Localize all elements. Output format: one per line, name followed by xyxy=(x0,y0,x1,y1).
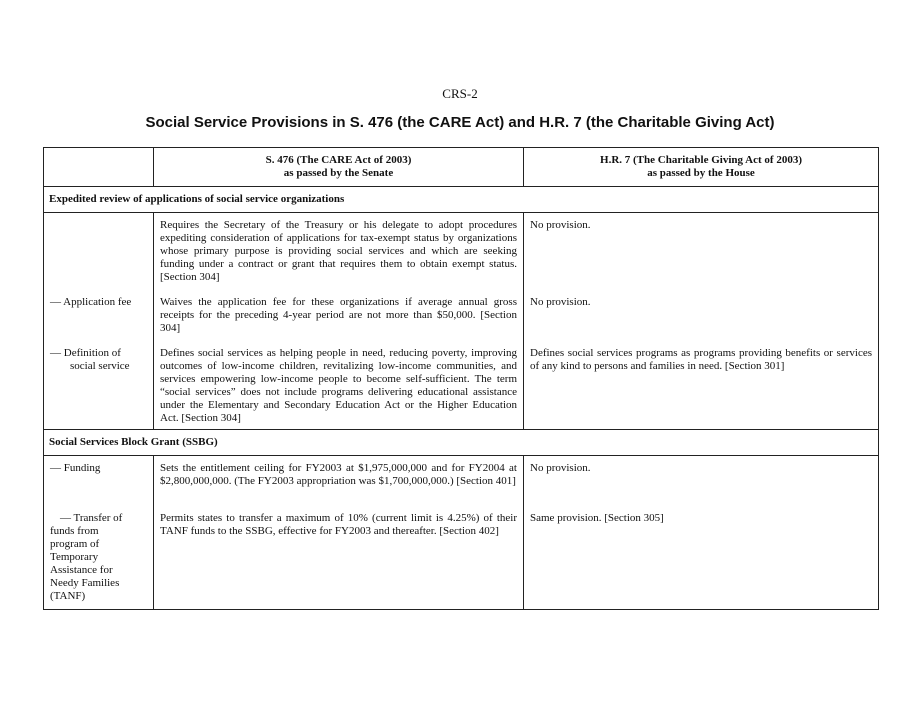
house-provision: No provision. xyxy=(524,290,879,341)
header-senate-subtitle: as passed by the Senate xyxy=(283,167,394,179)
row-label-line: — Transfer of xyxy=(60,512,123,524)
section-heading-expedited-review: Expedited review of applications of social service organizations xyxy=(44,187,879,213)
house-provision: Same provision. [Section 305] xyxy=(524,506,879,610)
header-house-subtitle: as passed by the House xyxy=(647,167,755,179)
header-house-col xyxy=(524,148,879,187)
section-heading-ssbg: Social Services Block Grant (SSBG) xyxy=(44,429,879,455)
house-provision: No provision. xyxy=(524,213,879,290)
row-label-line: social service xyxy=(70,359,130,372)
header-label-col xyxy=(44,148,154,187)
row-label xyxy=(44,506,154,610)
house-provision: No provision. xyxy=(524,455,879,506)
house-provision: Defines social services programs as programs providing benefits or services of any kind to persons and families in need. [Section 301] xyxy=(524,341,879,430)
senate-provision: Defines social services as helping people in need, reducing poverty, improving outcomes of low-income children, revitalizing low-income communities, and services empowering low-income people to become self-sufficient. The term “social services” does not include programs delivering educational assistance under the Elementary and Secondary Education Act or the Higher Education Act. [Section 304] xyxy=(154,341,524,430)
header-senate-col xyxy=(154,148,524,187)
row-label-line: Needy Families xyxy=(50,577,120,589)
document-title: Social Service Provisions in S. 476 (the CARE Act) and H.R. 7 (the Charitable Giving Act) xyxy=(145,114,775,131)
row-label-line: — Definition of xyxy=(50,346,121,359)
table-row xyxy=(44,213,879,290)
row-label xyxy=(44,341,154,430)
senate-provision: Sets the entitlement ceiling for FY2003 at $1,975,000,000 and for FY2004 at $2,800,000,000. (The FY2003 appropriation was $1,700,000,000.) [Section 401] xyxy=(154,455,524,506)
table-header-row xyxy=(44,148,879,187)
row-label-line: program of xyxy=(50,538,100,550)
row-label: — Funding xyxy=(44,455,154,506)
table-row xyxy=(44,506,879,610)
table-row xyxy=(44,455,879,506)
row-label-line: Temporary xyxy=(50,551,99,563)
table-row xyxy=(44,341,879,430)
section-heading-row xyxy=(44,429,879,455)
header-senate-title: S. 476 (The CARE Act of 2003) xyxy=(265,154,412,166)
comparison-table xyxy=(43,147,879,610)
row-label-line: (TANF) xyxy=(50,590,86,602)
senate-provision: Waives the application fee for these organizations if average annual gross receipts for the preceding 4-year period are not more than $50,000. [Section 304] xyxy=(154,290,524,341)
senate-provision: Requires the Secretary of the Treasury or his delegate to adopt procedures expediting consideration of applications for tax-exempt status by organizations whose primary purpose is providing social services and which are seeking funding under a contract or grant that requires them to obtain exempt status. [Section 304] xyxy=(154,213,524,290)
header-house-title: H.R. 7 (The Charitable Giving Act of 2003) xyxy=(600,154,802,166)
row-label: — Application fee xyxy=(44,290,154,341)
page-number: CRS-2 xyxy=(442,86,478,101)
row-label xyxy=(44,213,154,290)
table-row xyxy=(44,290,879,341)
section-heading-row xyxy=(44,187,879,213)
row-label-line: Assistance for xyxy=(50,564,113,576)
row-label-line: funds from xyxy=(50,525,99,537)
senate-provision: Permits states to transfer a maximum of 10% (current limit is 4.25%) of their TANF funds to the SSBG, effective for FY2003 and thereafter. [Section 402] xyxy=(154,506,524,610)
